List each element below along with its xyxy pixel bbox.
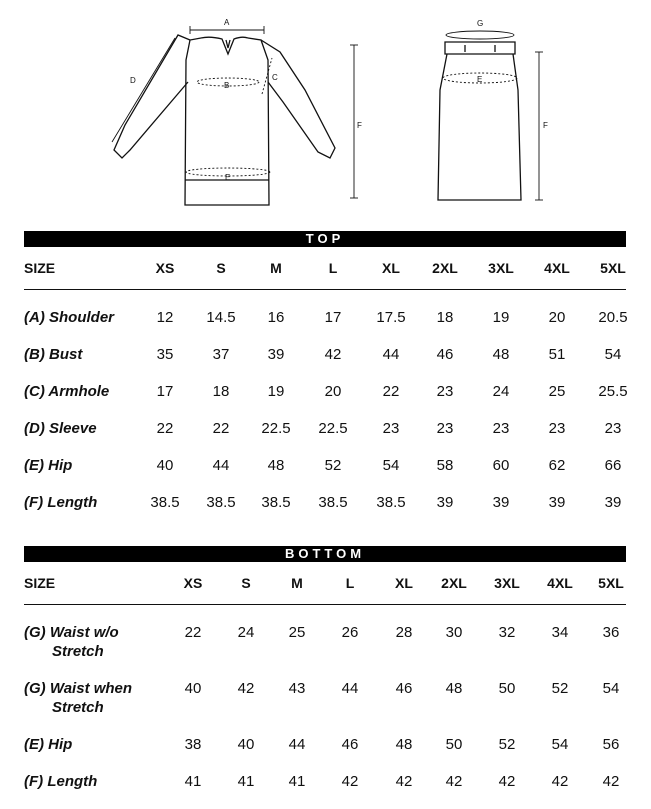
top-cell: 23	[436, 383, 454, 400]
label-b: B	[224, 81, 230, 90]
top-cell: 22.5	[261, 420, 291, 437]
bottom-cell: 40	[237, 736, 255, 753]
top-cell: 60	[492, 457, 510, 474]
bottom-cell: 40	[184, 680, 202, 697]
bottom-cell: 46	[341, 736, 359, 753]
bottom-cell: 25	[288, 624, 306, 641]
top-cell: 18	[212, 383, 230, 400]
top-cell: 19	[267, 383, 285, 400]
top-cell: 46	[436, 346, 454, 363]
top-row-label: (A) Shoulder	[24, 309, 114, 326]
label-d: D	[130, 76, 136, 85]
top-cell: 22	[212, 420, 230, 437]
bottom-cell: 28	[395, 624, 413, 641]
bottom-cell: 50	[445, 736, 463, 753]
top-size-header: SIZE	[24, 260, 56, 276]
top-row-label: (B) Bust	[24, 346, 83, 363]
top-row-label: (F) Length	[24, 494, 98, 511]
top-cell: 40	[156, 457, 174, 474]
top-cell: 20.5	[598, 309, 628, 326]
bottom-measure-labels	[477, 19, 548, 130]
label-e: E	[225, 173, 231, 182]
top-cell: 58	[436, 457, 454, 474]
top-cell: 52	[324, 457, 342, 474]
top-cell: 16	[267, 309, 285, 326]
top-cell: 39	[436, 494, 454, 511]
bottom-cell: 42	[498, 773, 516, 790]
top-cell: 62	[548, 457, 566, 474]
top-size-col-1: S	[216, 260, 226, 276]
bottom-size-col-2: M	[291, 575, 303, 591]
bottom-size-col-5: 2XL	[441, 575, 467, 591]
top-cell: 18	[436, 309, 454, 326]
top-cell: 54	[604, 346, 622, 363]
top-cell: 38.5	[261, 494, 291, 511]
label-f-bottom: F	[543, 121, 548, 130]
top-cell: 37	[212, 346, 230, 363]
top-cell: 38.5	[318, 494, 348, 511]
bottom-size-col-3: L	[345, 575, 355, 591]
top-cell: 22	[156, 420, 174, 437]
label-f: F	[357, 121, 362, 130]
top-size-col-4: XL	[382, 260, 400, 276]
top-section-bar: TOP	[24, 231, 626, 247]
bottom-row-label: (E) Hip	[24, 736, 73, 753]
top-size-col-3: L	[328, 260, 338, 276]
top-cell: 17	[156, 383, 174, 400]
top-size-col-7: 4XL	[544, 260, 570, 276]
label-c: C	[272, 73, 278, 82]
bottom-cell: 54	[602, 680, 620, 697]
bottom-garment-illustration	[438, 42, 521, 200]
top-measure-labels	[130, 18, 362, 182]
bottom-cell: 42	[445, 773, 463, 790]
bottom-size-col-8: 5XL	[598, 575, 624, 591]
top-cell: 17.5	[376, 309, 406, 326]
bottom-cell: 42	[237, 680, 255, 697]
top-cell: 14.5	[206, 309, 236, 326]
top-cell: 38.5	[376, 494, 406, 511]
top-cell: 20	[548, 309, 566, 326]
top-cell: 44	[212, 457, 230, 474]
bottom-header-divider	[24, 604, 626, 605]
top-cell: 44	[382, 346, 400, 363]
top-cell: 51	[548, 346, 566, 363]
top-size-col-0: XS	[155, 260, 175, 276]
bottom-cell: 26	[341, 624, 359, 641]
bottom-row-label-line1: (G) Waist when	[24, 680, 133, 697]
top-measure-lines	[112, 26, 358, 198]
bottom-row-label-line2: Stretch	[52, 699, 104, 716]
bottom-size-col-6: 3XL	[494, 575, 520, 591]
bottom-cell: 50	[498, 680, 516, 697]
top-cell: 42	[324, 346, 342, 363]
bottom-cell: 56	[602, 736, 620, 753]
bottom-cell: 46	[395, 680, 413, 697]
top-cell: 39	[548, 494, 566, 511]
top-cell: 54	[382, 457, 400, 474]
top-cell: 22	[382, 383, 400, 400]
top-size-col-5: 2XL	[432, 260, 458, 276]
top-cell: 23	[436, 420, 454, 437]
top-cell: 19	[492, 309, 510, 326]
top-header-divider	[24, 289, 626, 290]
top-cell: 23	[382, 420, 400, 437]
bottom-cell: 38	[184, 736, 202, 753]
top-cell: 48	[267, 457, 285, 474]
bottom-cell: 22	[184, 624, 202, 641]
bottom-cell: 36	[602, 624, 620, 641]
top-cell: 24	[492, 383, 510, 400]
bottom-cell: 43	[288, 680, 306, 697]
top-row-label: (D) Sleeve	[24, 420, 97, 437]
bottom-cell: 41	[288, 773, 306, 790]
top-cell: 17	[324, 309, 342, 326]
top-cell: 39	[267, 346, 285, 363]
label-g: G	[477, 19, 484, 28]
bottom-cell: 48	[445, 680, 463, 697]
top-size-col-6: 3XL	[488, 260, 514, 276]
top-cell: 23	[548, 420, 566, 437]
bottom-size-col-1: S	[241, 575, 251, 591]
bottom-cell: 42	[551, 773, 569, 790]
top-cell: 23	[604, 420, 622, 437]
bottom-cell: 52	[551, 680, 569, 697]
bottom-cell: 41	[237, 773, 255, 790]
bottom-size-header: SIZE	[24, 575, 56, 591]
garment-diagram	[0, 0, 651, 215]
bottom-cell: 44	[288, 736, 306, 753]
top-cell: 39	[604, 494, 622, 511]
top-cell: 38.5	[206, 494, 236, 511]
top-size-col-8: 5XL	[600, 260, 626, 276]
bottom-cell: 24	[237, 624, 255, 641]
top-cell: 66	[604, 457, 622, 474]
bottom-size-col-4: XL	[395, 575, 413, 591]
bottom-cell: 41	[184, 773, 202, 790]
bottom-section-bar: BOTTOM	[24, 546, 626, 562]
bottom-cell: 48	[395, 736, 413, 753]
bottom-cell: 54	[551, 736, 569, 753]
bottom-size-col-7: 4XL	[547, 575, 573, 591]
top-cell: 25	[548, 383, 566, 400]
bottom-row-label: (F) Length	[24, 773, 98, 790]
bottom-cell: 42	[395, 773, 413, 790]
label-e-bottom: E	[477, 75, 483, 84]
top-cell: 38.5	[150, 494, 180, 511]
bottom-row-label-line2: Stretch	[52, 643, 104, 660]
top-cell: 22.5	[318, 420, 348, 437]
top-row-label: (E) Hip	[24, 457, 73, 474]
top-cell: 39	[492, 494, 510, 511]
bottom-row-label-line1: (G) Waist w/o	[24, 624, 119, 641]
bottom-cell: 32	[498, 624, 516, 641]
top-cell: 48	[492, 346, 510, 363]
top-row-label: (C) Armhole	[24, 383, 110, 400]
top-cell: 23	[492, 420, 510, 437]
label-a: A	[224, 18, 230, 27]
top-size-col-2: M	[270, 260, 282, 276]
top-cell: 20	[324, 383, 342, 400]
bottom-cell: 30	[445, 624, 463, 641]
top-cell: 12	[156, 309, 174, 326]
bottom-cell: 34	[551, 624, 569, 641]
bottom-cell: 52	[498, 736, 516, 753]
bottom-cell: 42	[602, 773, 620, 790]
bottom-cell: 44	[341, 680, 359, 697]
bottom-size-col-0: XS	[183, 575, 203, 591]
top-cell: 35	[156, 346, 174, 363]
bottom-cell: 42	[341, 773, 359, 790]
top-cell: 25.5	[598, 383, 628, 400]
bottom-measure-lines	[443, 31, 543, 200]
